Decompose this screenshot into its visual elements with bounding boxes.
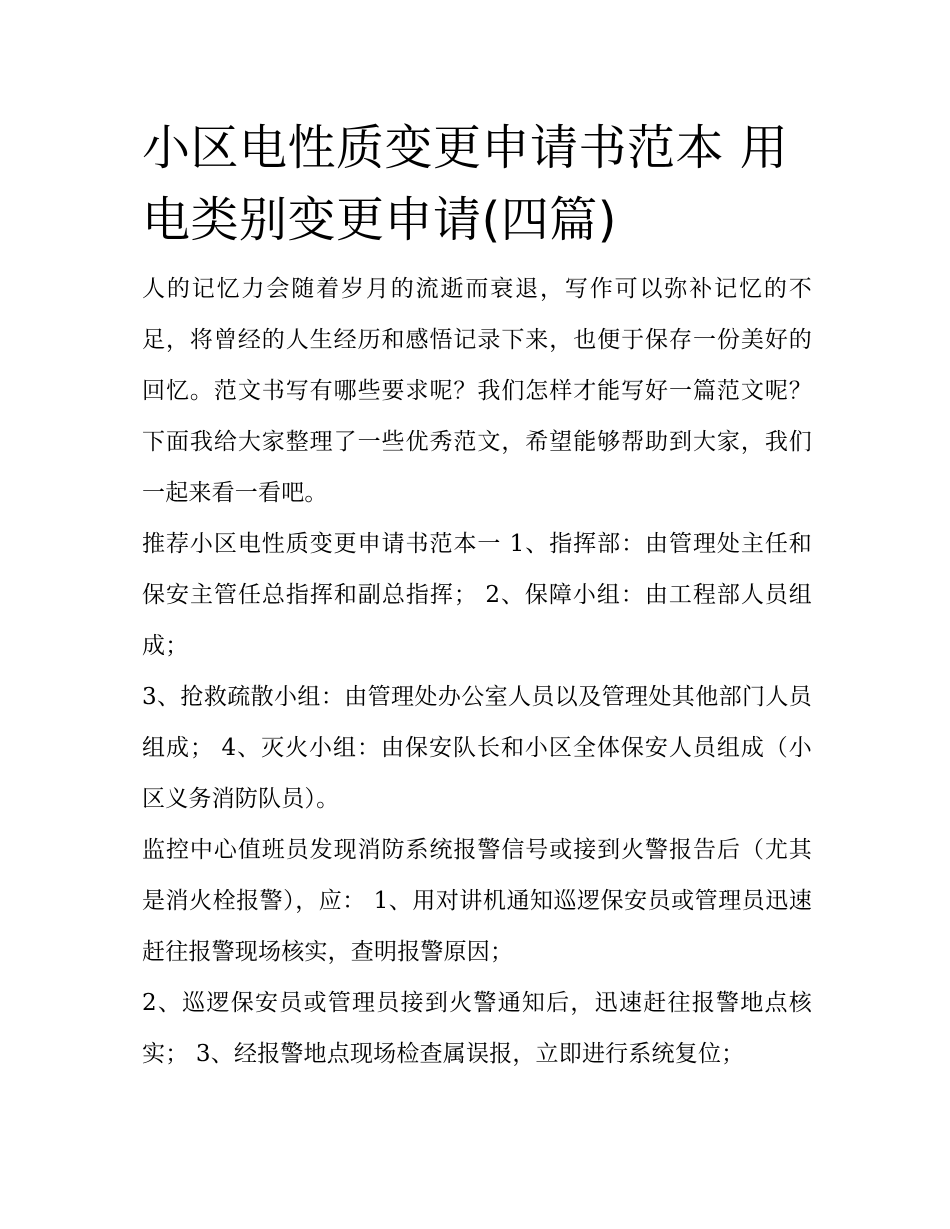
document-title: 小区电性质变更申请书范本 用电类别变更申请(四篇) [142,120,789,248]
paragraph-command-structure: 推荐小区电性质变更申请书范本一 1、指挥部：由管理处主任和保安主管任总指挥和副总指挥； 2、保障小组：由工程部人员组成； [142,531,812,659]
document-page [142,112,812,1080]
paragraph-intro: 人的记忆力会随着岁月的流逝而衰退，写作可以弥补记忆的不足，将曾经的人生经历和感悟记录下来，也便于保存一份美好的回忆。范文书写有哪些要求呢？我们怎样才能写好一篇范文呢？下面我给大家整理了一些优秀范文，希望能够帮助到大家，我们一起来看一看吧。 [142,276,812,506]
paragraph-monitoring-response: 监控中心值班员发现消防系统报警信号或接到火警报告后（尤其是消火栓报警），应： 1、用对讲机通知巡逻保安员或管理员迅速赶往报警现场核实，查明报警原因； [142,837,812,965]
paragraph-verification: 2、巡逻保安员或管理员接到火警通知后，迅速赶往报警地点核实； 3、经报警地点现场检查属误报，立即进行系统复位； [142,990,812,1067]
paragraph-rescue-groups: 3、抢救疏散小组：由管理处办公室人员以及管理处其他部门人员组成； 4、灭火小组：由保安队长和小区全体保安人员组成（小区义务消防队员）。 [142,684,812,812]
